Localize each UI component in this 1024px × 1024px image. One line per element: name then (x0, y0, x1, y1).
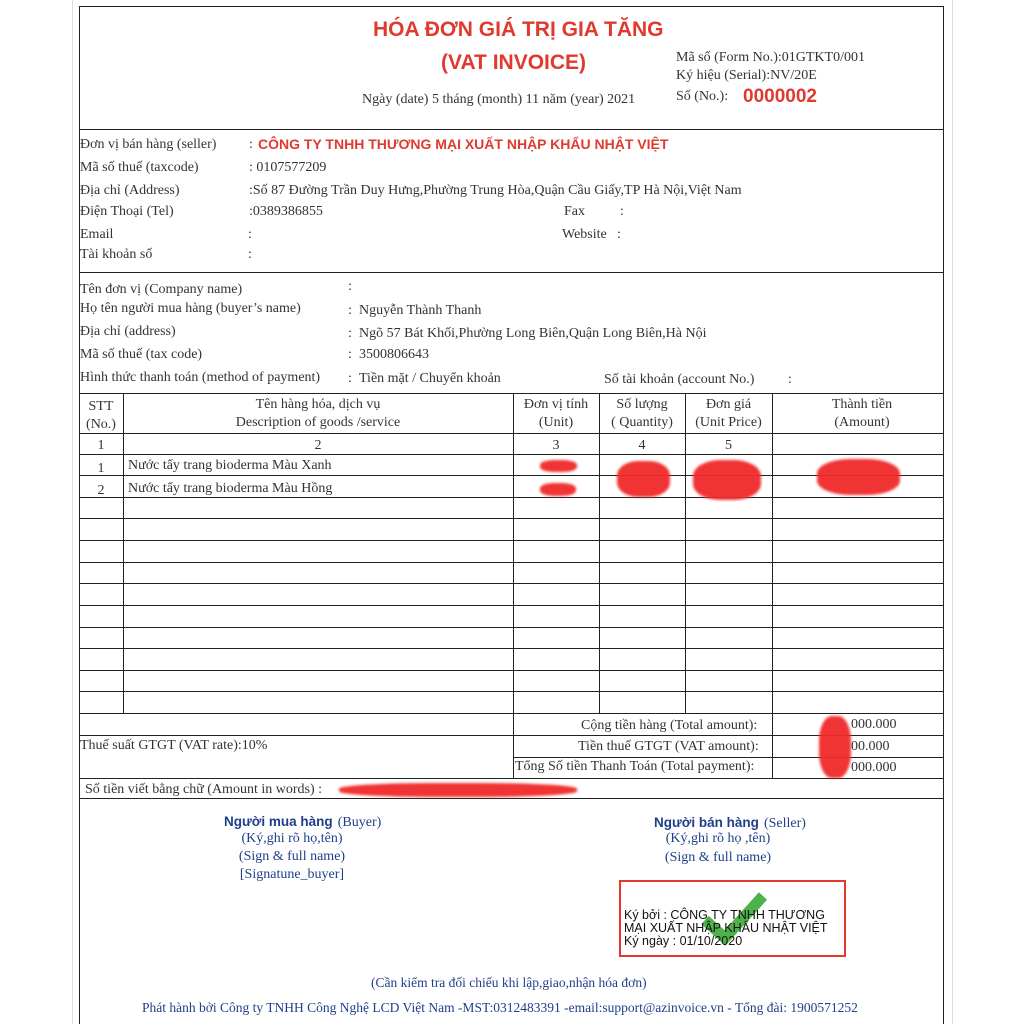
index-cell: 4 (638, 438, 646, 453)
buyer-title: Người mua hàng (224, 814, 333, 829)
buyer-company-label: Tên đơn vị (Company name) (80, 282, 243, 297)
stamp-line-3: Ký ngày : 01/10/2020 (624, 934, 743, 948)
header-unit: Đơn vị tính (Unit) (523, 397, 589, 430)
seller-tel-value: :0389386855 (249, 204, 323, 219)
row-description: Nước tẩy trang bioderma Màu Xanh (128, 458, 332, 473)
check-note: (Cần kiểm tra đối chiếu khi lập,giao,nhận hóa đơn) (371, 975, 647, 990)
issuer-line: Phát hành bởi Công ty TNHH Công Nghệ LCD Việt Nam -MST:0312483391 -email:support@azinvoice.vn - Tổng đài: 1900571252 (142, 1000, 858, 1015)
invoice-title-vn: HÓA ĐƠN GIÁ TRỊ GIA TĂNG (373, 18, 664, 41)
seller-fax-label: Fax (564, 204, 585, 219)
seller-website-value: : (617, 227, 621, 242)
page-edge-right (952, 0, 953, 1024)
amount-in-words-label: Số tiền viết bằng chữ (Amount in words) : (85, 782, 323, 797)
invoice-no-value: 0000002 (743, 86, 817, 107)
buyer-signature-placeholder: [Signatune_buyer] (239, 867, 345, 882)
header-no: STT (No.) (86, 399, 116, 432)
buyer-name-colon: : (348, 303, 352, 318)
redaction-mark (339, 783, 577, 797)
seller-address-value: :Số 87 Đường Trần Duy Hưng,Phường Trung Hòa,Quận Cầu Giấy,TP Hà Nội,Việt Nam (249, 183, 742, 198)
buyer-payment-value: Tiền mặt / Chuyển khoản (359, 371, 501, 386)
total-amount-value: 000.000 (851, 717, 897, 732)
digital-signature-stamp (619, 880, 846, 957)
buyer-sign-note-en: (Sign & full name) (238, 849, 346, 864)
seller-unit-colon: : (249, 137, 253, 152)
divider (79, 129, 944, 130)
index-cell: 2 (314, 438, 322, 453)
page-edge-left (72, 0, 73, 1024)
seller-account-value: : (248, 247, 252, 262)
buyer-name-label: Họ tên người mua hàng (buyer’s name) (80, 301, 301, 316)
header-description: Tên hàng hóa, dịch vụ Description of goods /service (235, 397, 401, 430)
total-payment-label: Tổng Số tiền Thanh Toán (Total payment): (515, 759, 755, 774)
buyer-tax-label: Mã số thuế (tax code) (80, 347, 203, 362)
header-amount: Thành tiền (Amount) (831, 397, 893, 430)
invoice-date: Ngày (date) 5 tháng (month) 11 năm (year) 2021 (362, 92, 636, 107)
buyer-payment-label: Hình thức thanh toán (method of payment) (80, 370, 321, 385)
seller-tax-value: : 0107577209 (249, 160, 327, 175)
vat-rate: Thuế suất GTGT (VAT rate):10% (80, 738, 268, 753)
divider (79, 272, 944, 273)
seller-fax-value: : (620, 204, 624, 219)
buyer-payment-colon: : (348, 371, 352, 386)
redaction-mark (617, 461, 670, 497)
vat-amount-value: 00.000 (851, 739, 890, 754)
invoice-title-en: (VAT INVOICE) (441, 51, 587, 74)
vat-amount-label: Tiền thuế GTGT (VAT amount): (578, 739, 759, 754)
stamp-line-1: Ký bởi : CÔNG TY TNHH THƯƠNG (624, 908, 825, 922)
seller-sign-note: (Ký,ghi rõ họ ,tên) (665, 831, 771, 846)
redaction-mark (817, 459, 900, 495)
buyer-company-value: : (348, 279, 352, 294)
buyer-name-value: Nguyễn Thành Thanh (359, 303, 482, 318)
row-no: 1 (97, 461, 105, 476)
buyer-address-label: Địa chỉ (address) (80, 324, 176, 339)
invoice-no-label: Số (No.): (676, 89, 729, 104)
buyer-address-value: Ngõ 57 Bát Khối,Phường Long Biên,Quận Long Biên,Hà Nội (359, 326, 707, 341)
buyer-account-value: : (788, 372, 792, 387)
seller-title: Người bán hàng (654, 815, 759, 830)
seller-email-value: : (248, 227, 252, 242)
invoice-page (79, 6, 944, 1024)
redaction-mark (540, 460, 577, 472)
redaction-mark (819, 716, 851, 778)
buyer-sign-note: (Ký,ghi rõ họ,tên) (241, 831, 343, 846)
seller-unit-value: CÔNG TY TNHH THƯƠNG MẠI XUẤT NHẬP KHẨU NHẬT VIỆT (258, 136, 669, 152)
header-quantity: Số lượng ( Quantity) (611, 397, 673, 430)
row-no: 2 (97, 483, 105, 498)
seller-title-en: (Seller) (763, 816, 806, 831)
seller-address-label: Địa chỉ (Address) (80, 183, 180, 198)
serial-number: Ký hiệu (Serial):NV/20E (676, 68, 817, 83)
buyer-tax-value: 3500806643 (359, 347, 429, 362)
seller-tel-label: Điện Thoại (Tel) (80, 204, 174, 219)
header-unit-price: Đơn giá (Unit Price) (695, 397, 762, 430)
stamp-line-2: MẠI XUẤT NHẬP KHẨU NHẬT VIỆT (624, 921, 828, 935)
buyer-account-label: Số tài khoản (account No.) (604, 372, 755, 387)
buyer-signature-title (224, 811, 381, 831)
row-description: Nước tẩy trang bioderma Màu Hồng (128, 481, 333, 496)
buyer-address-colon: : (348, 326, 352, 341)
index-cell: 5 (725, 438, 732, 453)
redaction-mark (540, 483, 576, 496)
seller-website-label: Website (562, 227, 607, 242)
seller-signature-title (654, 812, 806, 832)
seller-email-label: Email (80, 227, 114, 242)
index-cell: 1 (97, 438, 105, 453)
total-payment-value: 000.000 (851, 760, 897, 775)
seller-account-label: Tài khoản số (80, 247, 153, 262)
seller-tax-label: Mã số thuế (taxcode) (80, 160, 199, 175)
seller-sign-note-en: (Sign & full name) (664, 850, 772, 865)
index-cell: 3 (552, 438, 560, 453)
form-number: Mã số (Form No.):01GTKT0/001 (676, 50, 865, 65)
total-amount-label: Cộng tiền hàng (Total amount): (581, 718, 758, 733)
seller-unit-label: Đơn vị bán hàng (seller) (80, 137, 217, 152)
redaction-mark (693, 460, 761, 500)
buyer-title-en: (Buyer) (337, 815, 382, 830)
buyer-tax-colon: : (348, 347, 352, 362)
